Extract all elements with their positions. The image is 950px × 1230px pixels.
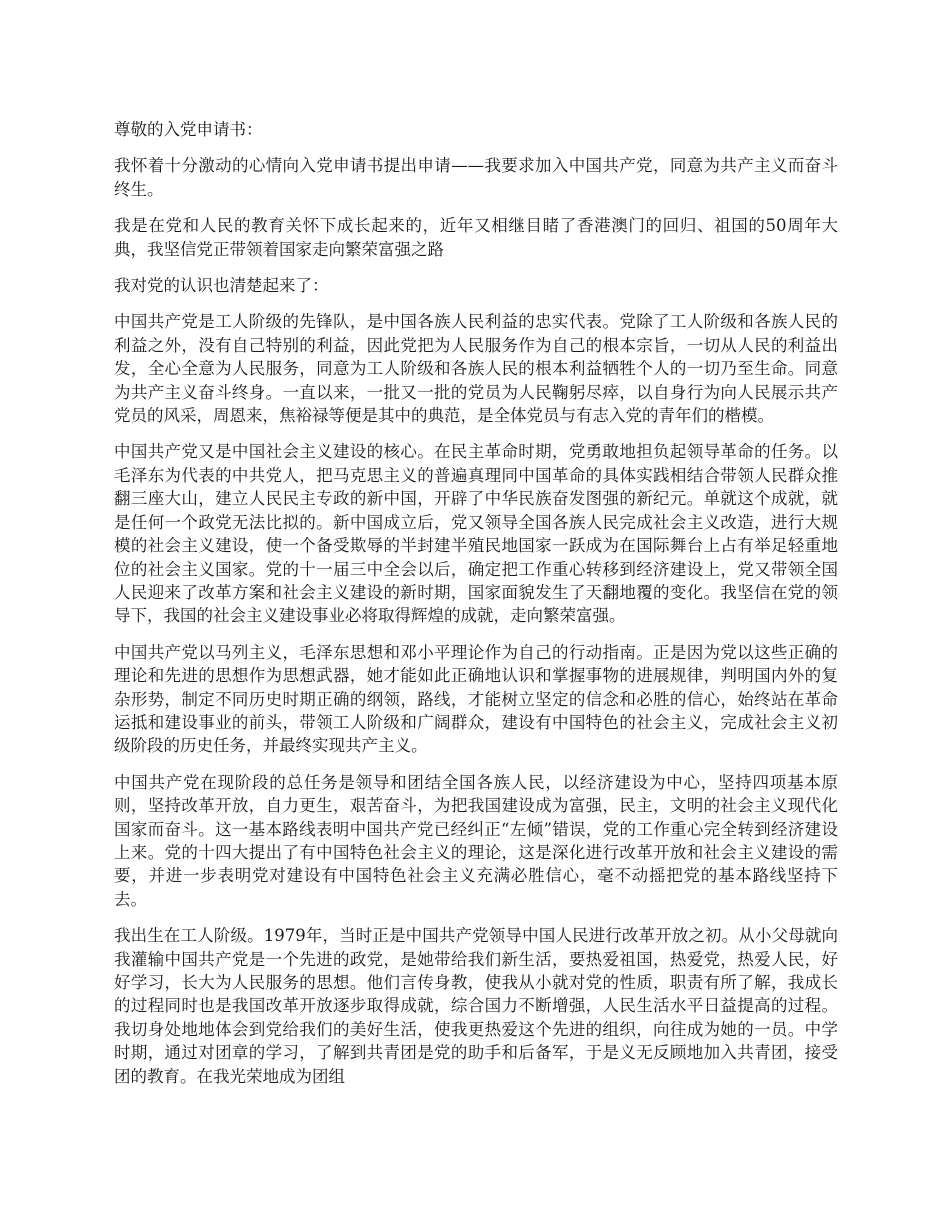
salutation: 尊敬的入党申请书： <box>114 120 263 139</box>
paragraph-vanguard: 中国共产党是工人阶级的先锋队，是中国各族人民利益的忠实代表。党除了工人阶级和各族人民的利益之外，没有自己特别的利益，因此党把为人民服务作为自己的根本宗旨，一切从人民的利益出发，全心全意为人民服务，同意为工人阶级和各族人民的根本利益牺牲个人的一切乃至生命。同意为共产主义奋斗终身。一直以来，一批又一批的党员为人民鞠躬尽瘁，以自身行为向人民展示共产党员的风采，周恩来，焦裕禄等便是其中的典范，是全体党员与有志入党的青年们的楷模。 <box>114 312 838 426</box>
paragraph-guiding-theory: 中国共产党以马列主义，毛泽东思想和邓小平理论作为自己的行动指南。正是因为党以这些正确的理论和先进的思想作为思想武器，她才能如此正确地认识和掌握事物的进展规律，判明国内外的复杂形势，制定不同历史时期正确的纲领，路线，才能树立坚定的信念和必胜的信心，始终站在革命运抵和建设事业的前头，带领工人阶级和广阔群众，建设有中国特色的社会主义，完成社会主义初级阶段的历史任务，并最终实现共产主义。 <box>114 642 838 756</box>
paragraph-general-task: 中国共产党在现阶段的总任务是领导和团结全国各族人民，以经济建设为中心，坚持四项基本原则，坚持改革开放，自力更生，艰苦奋斗，为把我国建设成为富强，民主，文明的社会主义现代化国家而奋斗。这一基本路线表明中国共产党已经纠正“左倾”错误，党的工作重心完全转到经济建设上来。党的十四大提出了有中国特色社会主义的理论，这是深化进行改革开放和社会主义建设的需要，并进一步表明党对建设有中国特色社会主义充满必胜信心，毫不动摇把党的基本路线坚持下去。 <box>114 772 838 909</box>
paragraph-personal-background: 我出生在工人阶级。1979年，当时正是中国共产党领导中国人民进行改革开放之初。从小父母就向我灌输中国共产党是一个先进的政党，是她带给我们新生活，要热爱祖国，热爱党，热爱人民，好好学习，长大为人民服务的思想。他们言传身教，使我从小就对党的性质，职责有所了解，我成长的过程同时也是我国改革开放逐步取得成就，综合国力不断增强，人民生活水平日益提高的过程。我切身处地地体会到党给我们的美好生活，使我更热爱这个先进的组织，向往成为她的一员。中学时期，通过对团章的学习，了解到共青团是党的助手和后备军，于是义无反顾地加入共青团，接受团的教育。在我光荣地成为团组 <box>114 926 838 1086</box>
paragraph-application-statement: 我怀着十分激动的心情向入党申请书提出申请——我要求加入中国共产党，同意为共产主义而奋斗终生。 <box>114 156 838 199</box>
paragraph-upbringing: 我是在党和人民的教育关怀下成长起来的，近年又相继目睹了香港澳门的回归、祖国的50周年大典，我坚信党正带领着国家走向繁荣富强之路 <box>114 216 838 259</box>
document-body <box>114 118 838 1101</box>
paragraph-understanding-intro: 我对党的认识也清楚起来了： <box>114 276 329 296</box>
paragraph-construction-core: 中国共产党又是中国社会主义建设的核心。在民主革命时期，党勇敢地担负起领导革命的任务。以毛泽东为代表的中共党人，把马克思主义的普遍真理同中国革命的具体实践相结合带领人民群众推翻三座大山，建立人民民主专政的新中国，开辟了中华民族奋发图强的新纪元。单就这个成就，就是任何一个政党无法比拟的。新中国成立后，党又领导全国各族人民完成社会主义改造，进行大规模的社会主义建设，使一个备受欺辱的半封建半殖民地国家一跃成为在国际舞台上占有举足轻重地位的社会主义国家。党的十一届三中全会以后，确定把工作重心转移到经济建设上，党又带领全国人民迎来了改革方案和社会主义建设的新时期，国家面貌发生了天翻地覆的变化。我坚信在党的领导下，我国的社会主义建设事业必将取得辉煌的成就，走向繁荣富强。 <box>114 442 838 626</box>
